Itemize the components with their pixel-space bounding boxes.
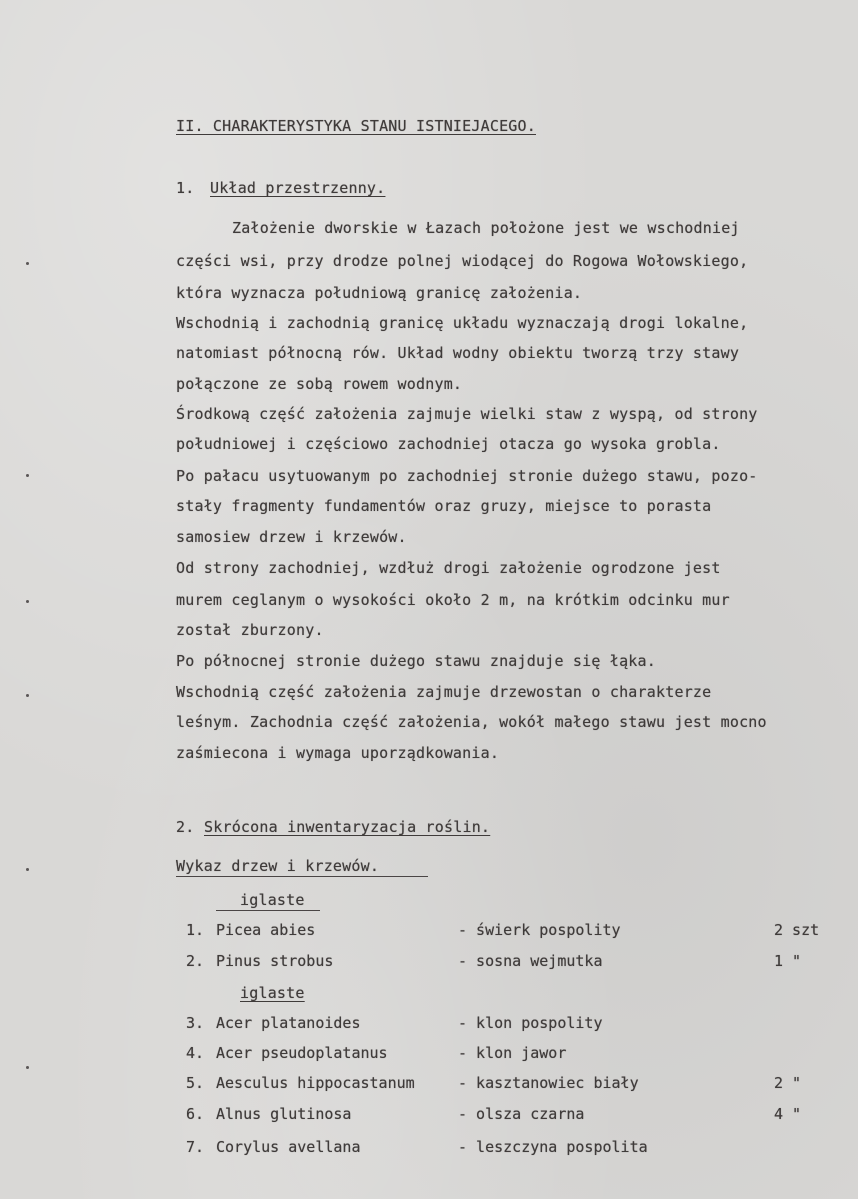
plant-polish-name: - kasztanowiec biały xyxy=(458,1074,639,1092)
plant-list-title: Wykaz drzew i krzewów. xyxy=(176,857,380,875)
plant-polish-name: - klon jawor xyxy=(458,1044,567,1062)
body-line: Założenie dworskie w Łazach położone jest we wschodniej xyxy=(232,219,740,237)
plant-number: 6. xyxy=(186,1105,205,1123)
plant-latin-name: Corylus avellana xyxy=(216,1138,361,1156)
body-line: stały fragmenty fundamentów oraz gruzy, miejsce to porasta xyxy=(176,497,712,515)
plant-latin-name: Aesculus hippocastanum xyxy=(216,1074,415,1092)
margin-mark xyxy=(26,694,29,697)
plant-polish-name: - leszczyna pospolita xyxy=(458,1138,648,1156)
section-2-title: Skrócona inwentaryzacja roślin. xyxy=(204,818,491,836)
body-line: Wschodnią i zachodnią granicę układu wyznaczają drogi lokalne, xyxy=(176,314,749,332)
group-label-second: iglaste xyxy=(240,984,305,1002)
plant-latin-name: Acer pseudoplatanus xyxy=(216,1044,388,1062)
plant-count: 1 " xyxy=(774,952,802,970)
plant-number: 2. xyxy=(186,952,205,970)
plant-latin-name: Pinus strobus xyxy=(216,952,334,970)
plant-number: 7. xyxy=(186,1138,205,1156)
plant-latin-name: Picea abies xyxy=(216,921,316,939)
section-2-number: 2. xyxy=(176,818,195,836)
plant-number: 3. xyxy=(186,1014,205,1032)
plant-count: 4 " xyxy=(774,1105,802,1123)
plant-number: 4. xyxy=(186,1044,205,1062)
margin-mark xyxy=(26,1066,29,1069)
body-line: murem ceglanym o wysokości około 2 m, na krótkim odcinku mur xyxy=(176,591,730,609)
body-line: która wyznacza południową granicę założenia. xyxy=(176,284,583,302)
document-heading: II. CHARAKTERYSTYKA STANU ISTNIEJACEGO. xyxy=(176,117,536,135)
group-label-underline xyxy=(216,910,320,911)
body-line: Po pałacu usytuowanym po zachodniej stronie dużego stawu, pozo- xyxy=(176,467,758,485)
margin-mark xyxy=(26,474,29,477)
body-line: Środkową część założenia zajmuje wielki staw z wyspą, od strony xyxy=(176,405,758,423)
plant-polish-name: - klon pospolity xyxy=(458,1014,603,1032)
body-line: został zburzony. xyxy=(176,621,324,639)
margin-mark xyxy=(26,868,29,871)
section-1-number: 1. xyxy=(176,179,195,197)
body-line: zaśmiecona i wymaga uporządkowania. xyxy=(176,744,500,762)
plant-latin-name: Alnus glutinosa xyxy=(216,1105,352,1123)
body-line: samosiew drzew i krzewów. xyxy=(176,528,407,546)
body-line: Od strony zachodniej, wzdłuż drogi założenie ogrodzone jest xyxy=(176,559,721,577)
section-1-title: Układ przestrzenny. xyxy=(210,179,386,197)
plant-polish-name: - świerk pospolity xyxy=(458,921,621,939)
body-line: leśnym. Zachodnia część założenia, wokół małego stawu jest mocno xyxy=(176,713,767,731)
body-line: natomiast północną rów. Układ wodny obiektu tworzą trzy stawy xyxy=(176,344,740,362)
margin-mark xyxy=(26,600,29,603)
plant-list-title-underline xyxy=(176,876,428,877)
body-line: części wsi, przy drodze polnej wiodącej do Rogowa Wołowskiego, xyxy=(176,252,749,270)
group-label-conifers: iglaste xyxy=(240,891,305,909)
body-line: Po północnej stronie dużego stawu znajduje się łąka. xyxy=(176,652,656,670)
margin-mark xyxy=(26,262,29,265)
body-line: połączone ze sobą rowem wodnym. xyxy=(176,375,463,393)
body-line: południowej i częściowo zachodniej otacza go wysoka grobla. xyxy=(176,435,721,453)
plant-number: 5. xyxy=(186,1074,205,1092)
plant-count: 2 " xyxy=(774,1074,802,1092)
plant-number: 1. xyxy=(186,921,205,939)
plant-latin-name: Acer platanoides xyxy=(216,1014,361,1032)
plant-count: 2 szt xyxy=(774,921,820,939)
body-line: Wschodnią część założenia zajmuje drzewostan o charakterze xyxy=(176,683,712,701)
plant-polish-name: - sosna wejmutka xyxy=(458,952,603,970)
plant-polish-name: - olsza czarna xyxy=(458,1105,585,1123)
